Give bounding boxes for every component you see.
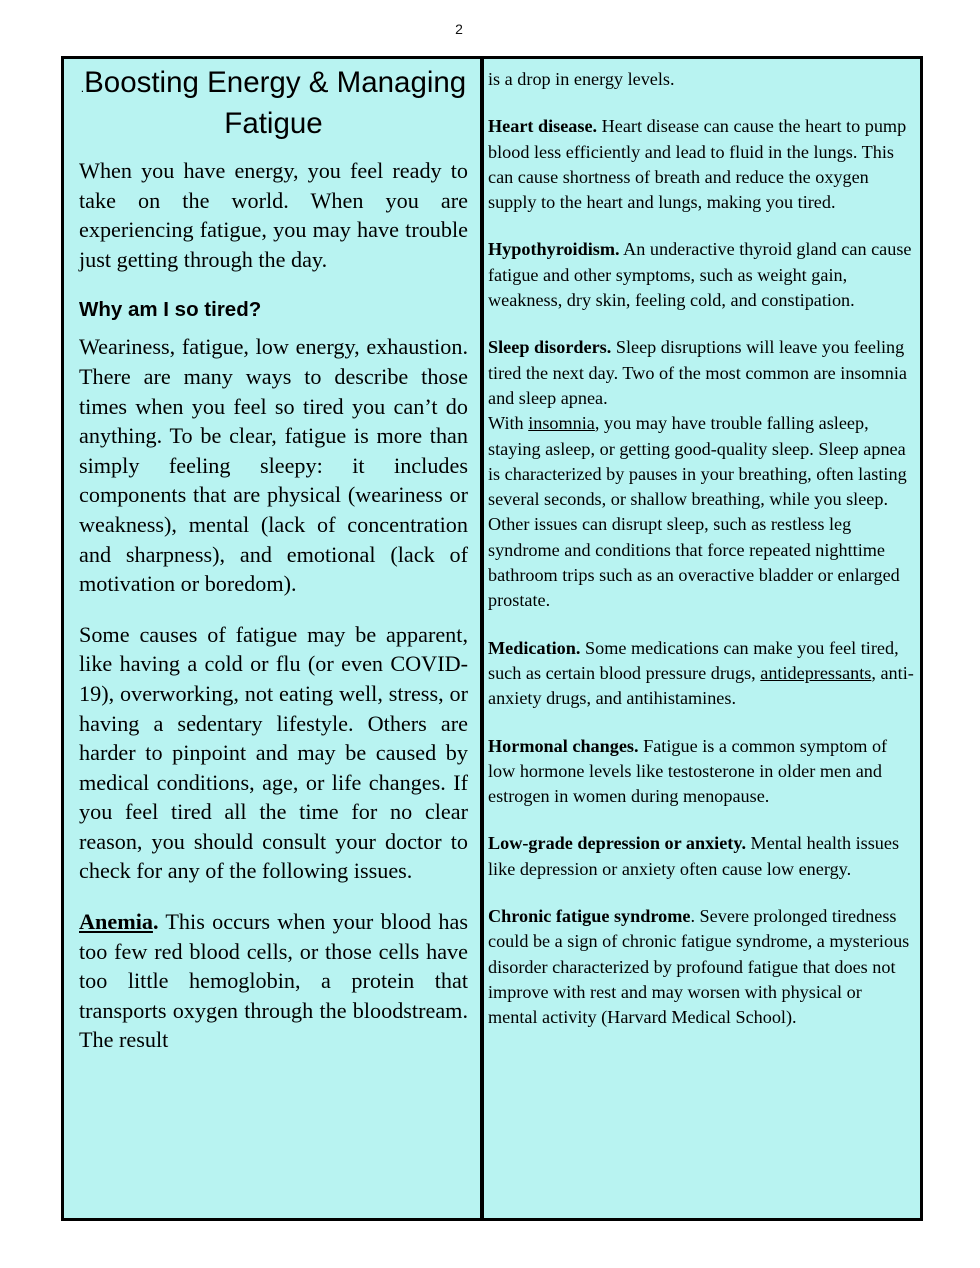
hypothyroidism-label: Hypothyroidism. bbox=[488, 239, 620, 260]
hormonal-changes-paragraph bbox=[488, 734, 914, 810]
heart-disease-text: Heart disease can cause the heart to pump blood less efficiently and lead to fluid in the lungs. This can cause shortness of breath and reduce the oxygen supply to the heart and lungs, making you tired. bbox=[488, 116, 907, 213]
hormonal-changes-label: Hormonal changes. bbox=[488, 735, 639, 756]
anemia-label: Anemia bbox=[79, 909, 153, 935]
sleep-disorders-label: Sleep disorders. bbox=[488, 337, 612, 358]
page-title bbox=[79, 65, 468, 142]
hypothyroidism-paragraph bbox=[488, 237, 914, 313]
hormonal-changes-text: Fatigue is a common symptom of low hormone levels like testosterone in older men and estrogen in women during menopause. bbox=[488, 735, 888, 807]
anemia-text: This occurs when your blood has too few red blood cells, or those cells have too little hemoglobin, a protein that transports oxygen through the bloodstream. The result bbox=[79, 909, 468, 1053]
title-text: Boosting Energy & Managing Fatigue bbox=[84, 66, 467, 140]
anemia-period: . bbox=[152, 909, 159, 935]
title-dot: . bbox=[80, 81, 85, 95]
hypothyroidism-text: An underactive thyroid gland can cause fatigue and other symptoms, such as weight gain, weakness, dry skin, feeling cold, and constipation. bbox=[488, 239, 912, 311]
sleep-disorders-text: Sleep disruptions will leave you feeling tired the next day. Two of the most common are insomnia and sleep apnea. bbox=[488, 337, 907, 408]
sleep-disorders-text-continued: , you may have trouble falling asleep, staying asleep, or getting good-quality sleep. Sleep apnea is characterized by pauses in your breathing, often lasting several seconds, or shallow breathing, while you sleep. Other issues can disrupt sleep, such as restless leg syndrome and conditions that force repeated nighttime bathroom trips such as an overactive bladder or enlarged prostate. bbox=[488, 413, 907, 611]
medication-paragraph bbox=[488, 636, 914, 712]
depression-paragraph bbox=[488, 831, 914, 882]
sleep-with-text: With bbox=[488, 413, 529, 434]
continuation-text: is a drop in energy levels. bbox=[488, 69, 675, 89]
heart-disease-label: Heart disease. bbox=[488, 116, 598, 137]
left-column bbox=[64, 59, 484, 1218]
content-frame bbox=[61, 56, 923, 1221]
medication-label: Medication. bbox=[488, 637, 581, 658]
sleep-disorders-paragraph bbox=[488, 335, 914, 613]
medication-text: Some medications can make you feel tired, such as certain blood pressure drugs, bbox=[488, 637, 899, 683]
causes-paragraph: Some causes of fatigue may be apparent, like having a cold or flu (or even COVID-19), overworking, not eating well, stress, or having a sedentary lifestyle. Others are harder to pinpoint and may be caused by medical conditions, age, or life changes. If you feel tired all the time for no clear reason, you should consult your doctor to check for any of the following issues. bbox=[79, 621, 468, 884]
section-heading: Why am I so tired? bbox=[79, 298, 262, 322]
intro-paragraph: When you have energy, you feel ready to take on the world. When you are experiencing fatigue, you may have trouble just getting through the day. bbox=[79, 158, 468, 272]
chronic-fatigue-label: Chronic fatigue syndrome bbox=[488, 906, 691, 927]
fatigue-definition-paragraph: Weariness, fatigue, low energy, exhaustion. There are many ways to describe those times when you feel so tired you can’t do anything. To be clear, fatigue is more than simply feeling sleepy: it includes components that are physical (weariness or weakness), mental (lack of concentration and sharpness), and emotional (lack of motivation or boredom). bbox=[79, 334, 468, 597]
insomnia-link[interactable]: insomnia bbox=[528, 413, 595, 434]
chronic-fatigue-paragraph bbox=[488, 904, 914, 1030]
page-number: 2 bbox=[455, 21, 463, 37]
chronic-fatigue-text: . Severe prolonged tiredness could be a sign of chronic fatigue syndrome, a mysterious disorder characterized by profound fatigue that does not improve with rest and may worsen with physical or mental activity (Harvard Medical School). bbox=[488, 906, 910, 1028]
anemia-paragraph bbox=[79, 907, 468, 1055]
heart-disease-paragraph bbox=[488, 114, 914, 215]
depression-text: Mental health issues like depression or anxiety often cause low energy. bbox=[488, 833, 900, 879]
right-column bbox=[484, 59, 920, 1218]
antidepressants-link[interactable]: antidepressants bbox=[760, 662, 872, 683]
depression-label: Low-grade depression or anxiety. bbox=[488, 833, 746, 854]
medication-text-continued: , anti-anxiety drugs, and antihistamines. bbox=[488, 662, 914, 709]
